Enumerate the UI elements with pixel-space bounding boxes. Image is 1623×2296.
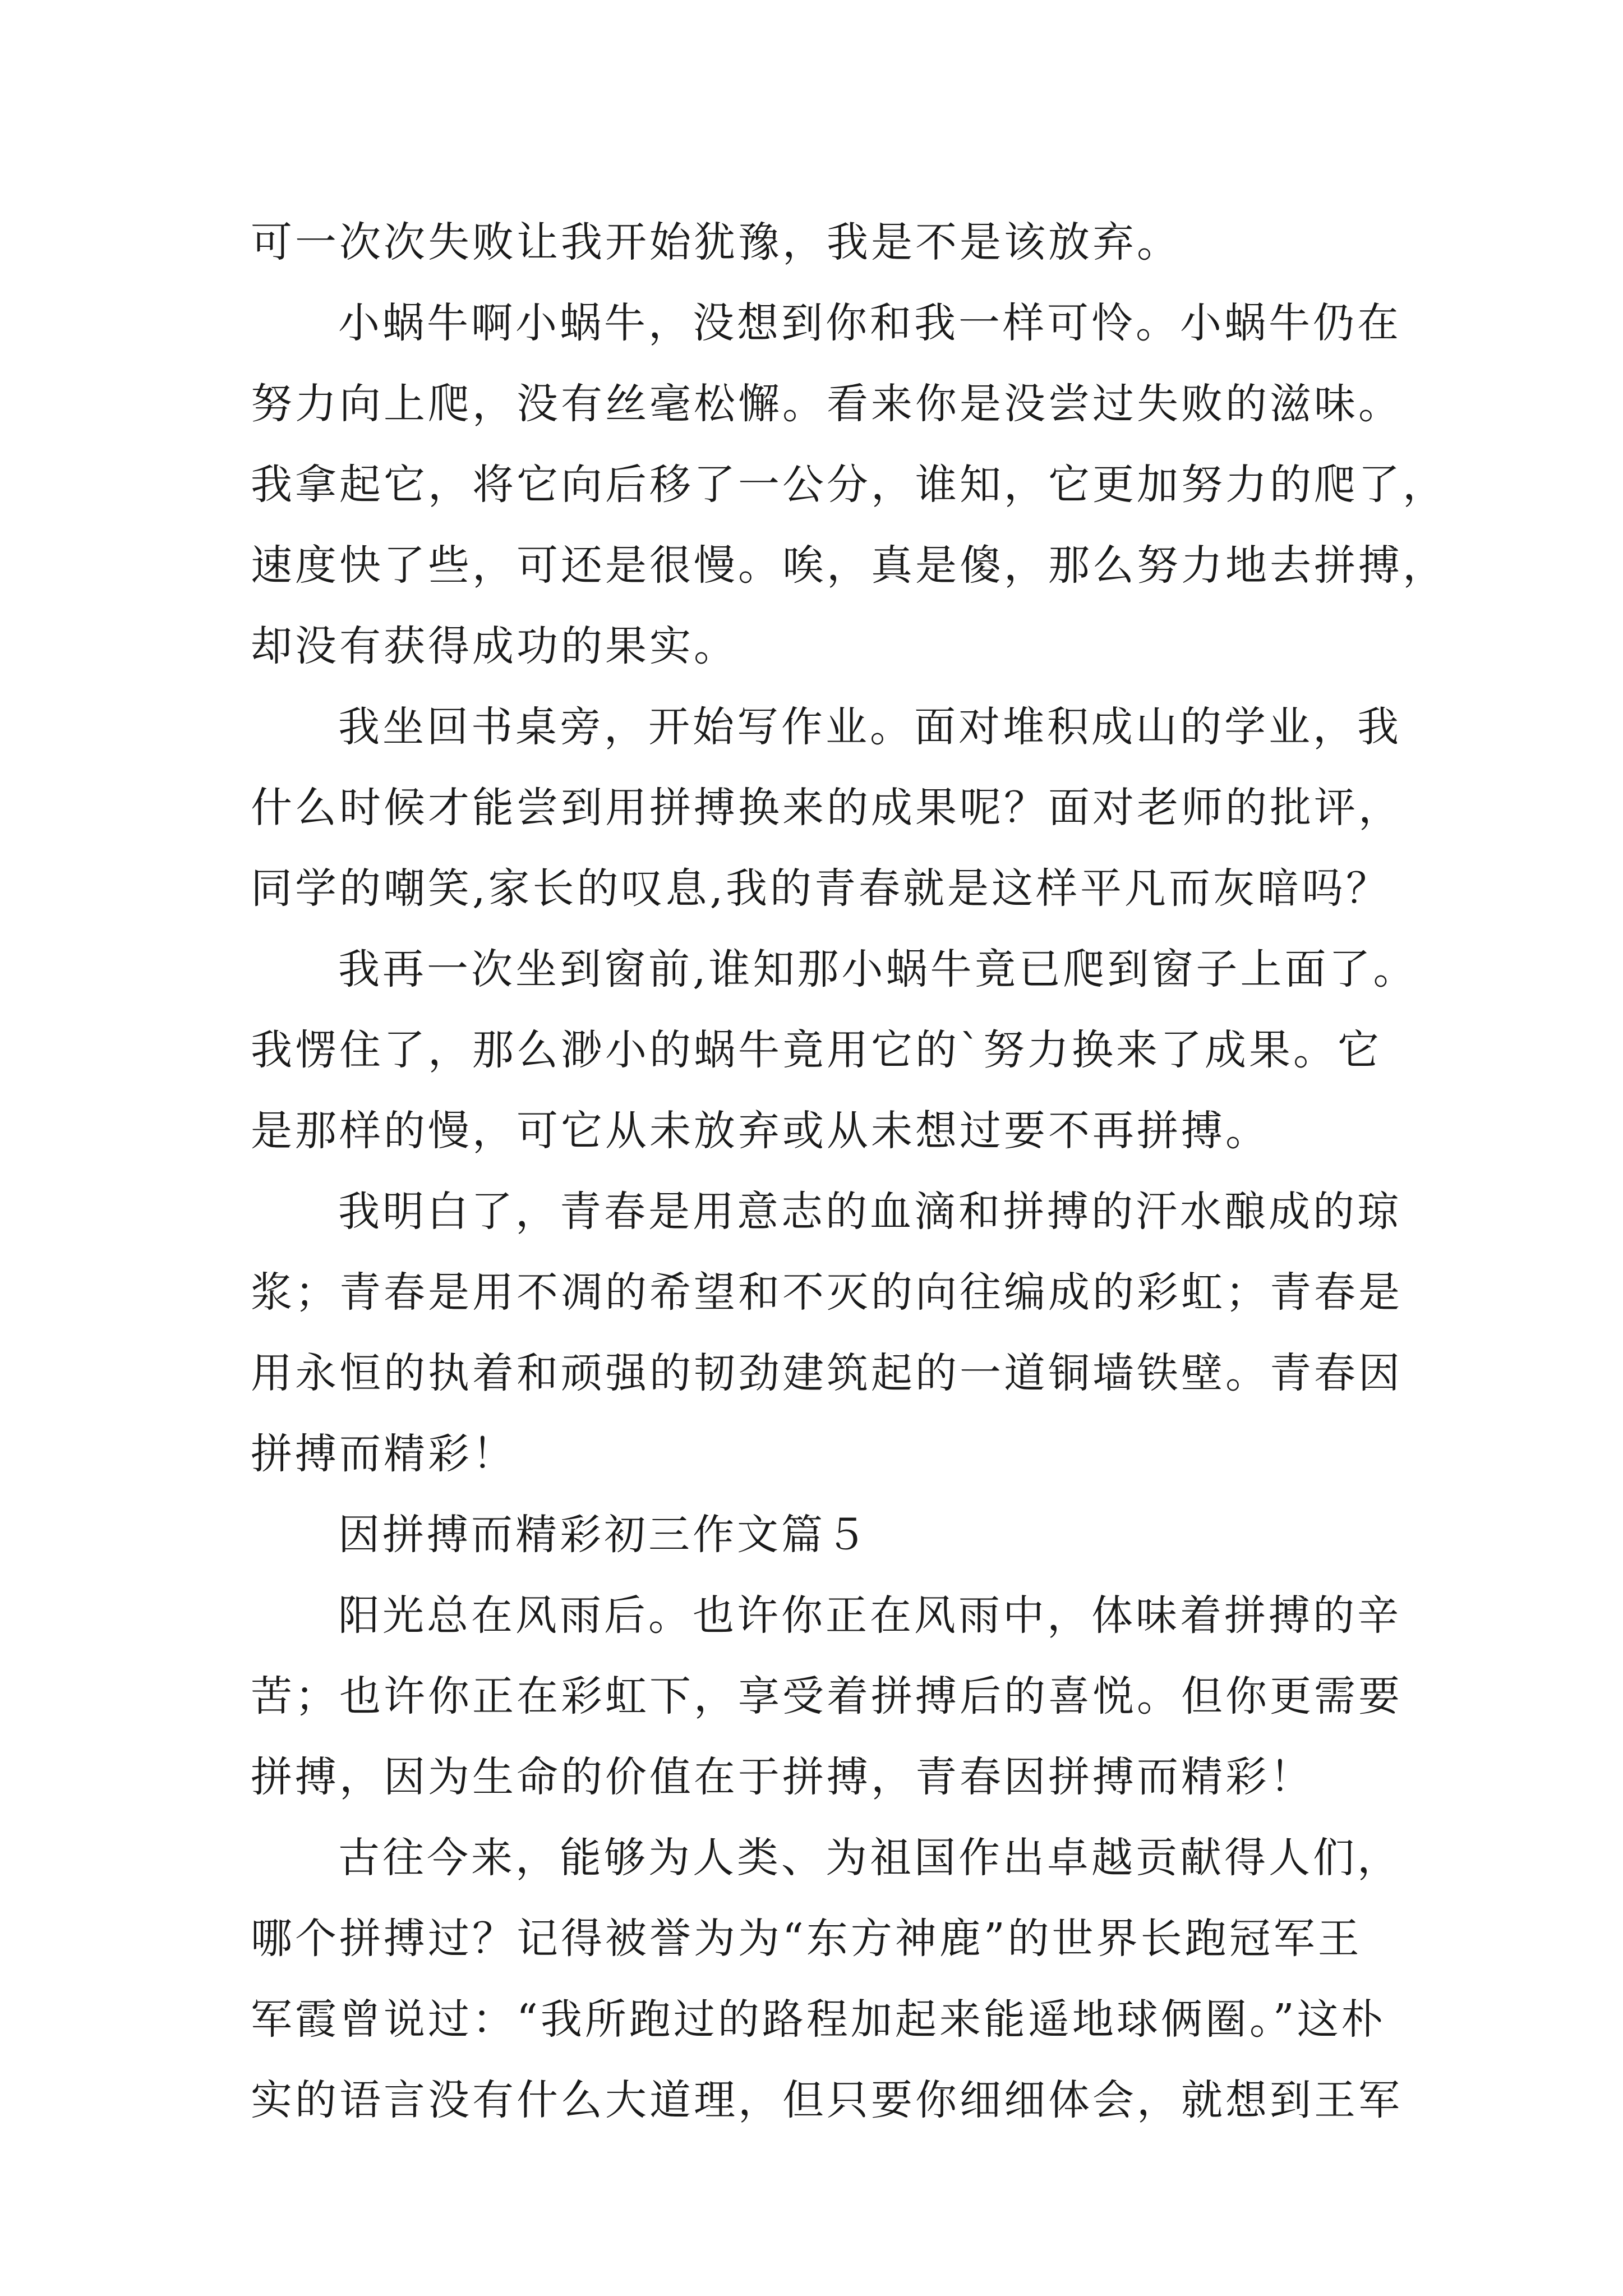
paragraph-line: 军霞曾说过：“我所跑过的路程加起来能遥地球俩圈。”这朴: [251, 1995, 1386, 2044]
paragraph-line: 哪个拼搏过？记得被誉为为“东方神鹿”的世界长跑冠军王: [251, 1915, 1362, 1963]
paragraph-line: 我愣住了，那么渺小的蜗牛竟用它的`努力换来了成果。它: [251, 1026, 1382, 1074]
paragraph-line: 我明白了，青春是用意志的血滴和拼搏的汗水酿成的琼: [338, 1188, 1401, 1236]
paragraph-line: 浆；青春是用不凋的希望和不灭的向往编成的彩虹；青春是: [251, 1268, 1403, 1317]
paragraph-line: 我拿起它，将它向后移了一公分，谁知，它更加努力的爬了，: [251, 461, 1447, 509]
paragraph-line: 可一次次失败让我开始犹豫，我是不是该放弃。: [251, 218, 1181, 266]
paragraph-line: 速度快了些，可还是很慢。唉，真是傻，那么努力地去拼搏，: [251, 541, 1447, 590]
paragraph-line: 小蜗牛啊小蜗牛，没想到你和我一样可怜。小蜗牛仍在: [338, 299, 1401, 347]
paragraph-line: 同学的嘲笑,家长的叹息,我的青春就是这样平凡而灰暗吗？: [251, 864, 1391, 913]
section-heading: 因拼搏而精彩初三作文篇５: [338, 1511, 870, 1559]
paragraph-line: 拼搏而精彩！: [251, 1430, 517, 1478]
paragraph-line: 是那样的慢，可它从未放弃或从未想过要不再拼搏。: [251, 1107, 1270, 1155]
paragraph-line: 阳光总在风雨后。也许你正在风雨中，体味着拼搏的辛: [338, 1591, 1401, 1640]
paragraph-line: 什么时候才能尝到用拼搏换来的成果呢？面对老师的批评，: [251, 784, 1403, 832]
paragraph-line: 用永恒的执着和顽强的韧劲建筑起的一道铜墙铁壁。青春因: [251, 1349, 1403, 1397]
paragraph-line: 拼搏，因为生命的价值在于拼搏，青春因拼搏而精彩！: [251, 1753, 1314, 1801]
paragraph-line: 努力向上爬，没有丝毫松懈。看来你是没尝过失败的滋味。: [251, 380, 1403, 428]
paragraph-line: 我坐回书桌旁，开始写作业。面对堆积成山的学业，我: [338, 703, 1401, 751]
paragraph-line: 却没有获得成功的果实。: [251, 622, 738, 670]
paragraph-line: 古往今来，能够为人类、为祖国作出卓越贡献得人们，: [338, 1834, 1401, 1882]
body-text: [251, 202, 1447, 2141]
paragraph-line: 实的语言没有什么大道理，但只要你细细体会，就想到王军: [251, 2076, 1403, 2124]
paragraph-line: 苦；也许你正在彩虹下，享受着拼搏后的喜悦。但你更需要: [251, 1672, 1403, 1720]
paragraph-line: 我再一次坐到窗前,谁知那小蜗牛竟已爬到窗子上面了。: [338, 945, 1418, 993]
